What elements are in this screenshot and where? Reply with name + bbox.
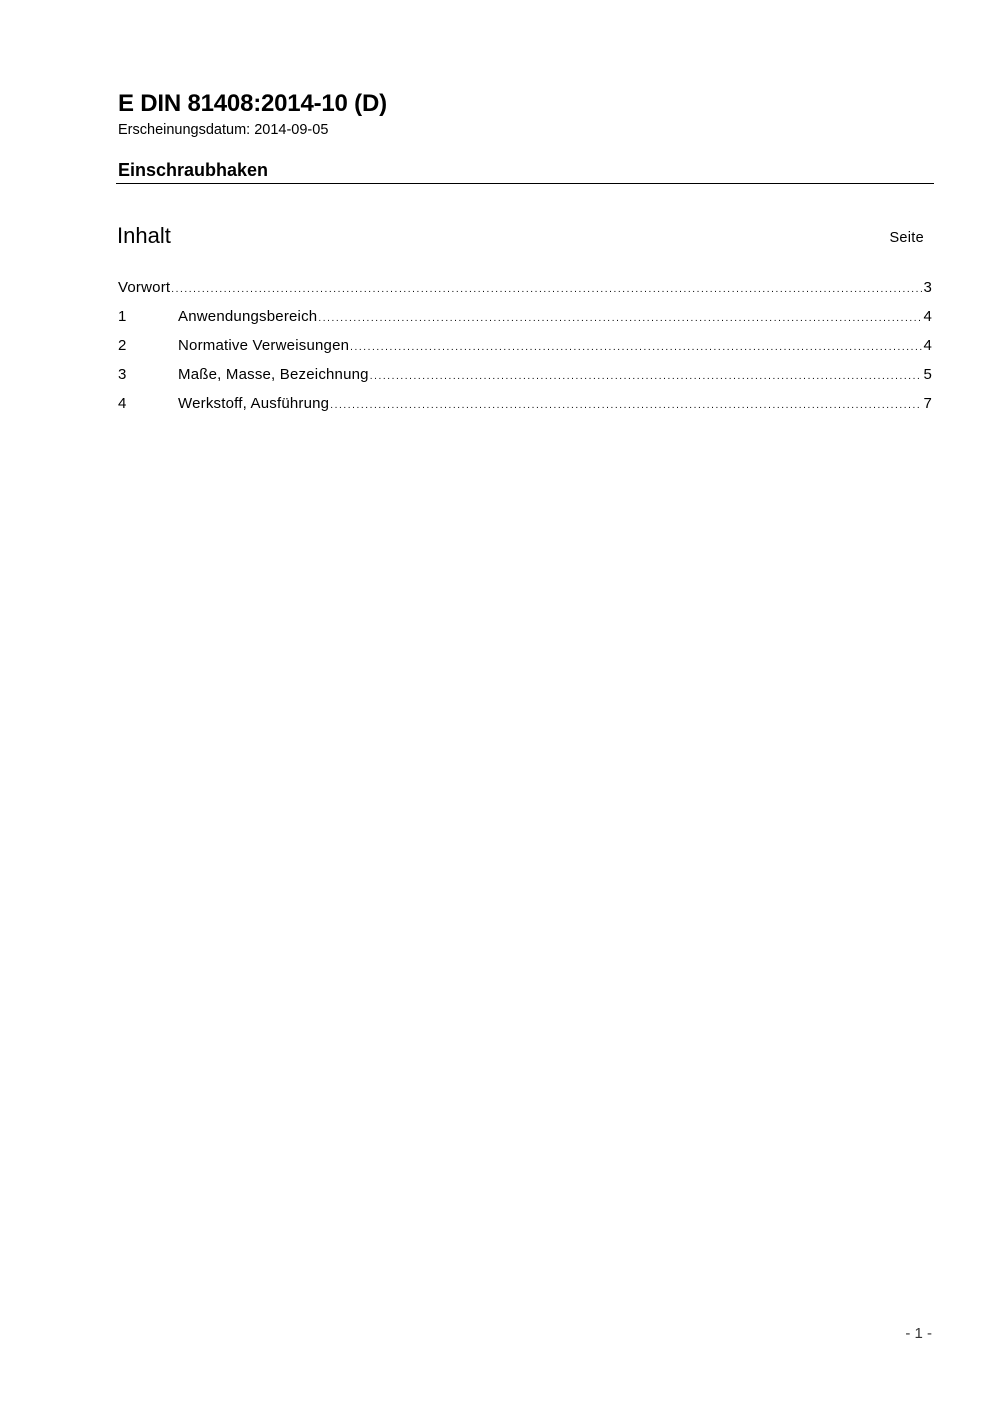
- toc-page-column-label: Seite: [889, 230, 924, 246]
- toc-entry-page[interactable]: 3: [923, 279, 932, 296]
- toc-entry-number: 2: [118, 337, 127, 354]
- document-subject: Einschraubhaken: [118, 160, 269, 180]
- header-divider: [116, 183, 934, 184]
- toc-dot-leader: [330, 396, 922, 416]
- toc-entry-label[interactable]: Anwendungsbereich: [178, 308, 318, 325]
- page-number: - 1 -: [905, 1325, 932, 1342]
- toc-dot-leader: [350, 338, 922, 358]
- toc-heading: Inhalt: [117, 223, 171, 248]
- document-title: E DIN 81408:2014-10 (D): [118, 90, 387, 117]
- toc-entry-masse-bezeichnung[interactable]: [118, 365, 932, 394]
- toc-dot-leader: [370, 367, 923, 387]
- toc-entry-normative-verweisungen[interactable]: [118, 336, 932, 365]
- toc-entry-number: 4: [118, 395, 127, 412]
- toc-entry-vorwort[interactable]: [118, 278, 932, 307]
- table-of-contents: [118, 278, 932, 423]
- toc-entry-page[interactable]: 4: [923, 337, 932, 354]
- toc-entry-label[interactable]: Maße, Masse, Bezeichnung: [178, 366, 369, 383]
- toc-entry-number: 3: [118, 366, 127, 383]
- toc-entry-number: 1: [118, 308, 127, 325]
- toc-entry-label[interactable]: Werkstoff, Ausführung: [178, 395, 330, 412]
- publication-date: Erscheinungsdatum: 2014-09-05: [118, 122, 329, 138]
- toc-dot-leader: [318, 309, 922, 329]
- toc-entry-anwendungsbereich[interactable]: [118, 307, 932, 336]
- toc-entry-werkstoff-ausfuehrung[interactable]: [118, 394, 932, 423]
- toc-entry-page[interactable]: 5: [923, 366, 932, 383]
- toc-dot-leader: [171, 280, 922, 300]
- toc-entry-label[interactable]: Vorwort: [118, 279, 171, 296]
- toc-entry-page[interactable]: 7: [923, 395, 932, 412]
- toc-entry-page[interactable]: 4: [923, 308, 932, 325]
- toc-entry-label[interactable]: Normative Verweisungen: [178, 337, 350, 354]
